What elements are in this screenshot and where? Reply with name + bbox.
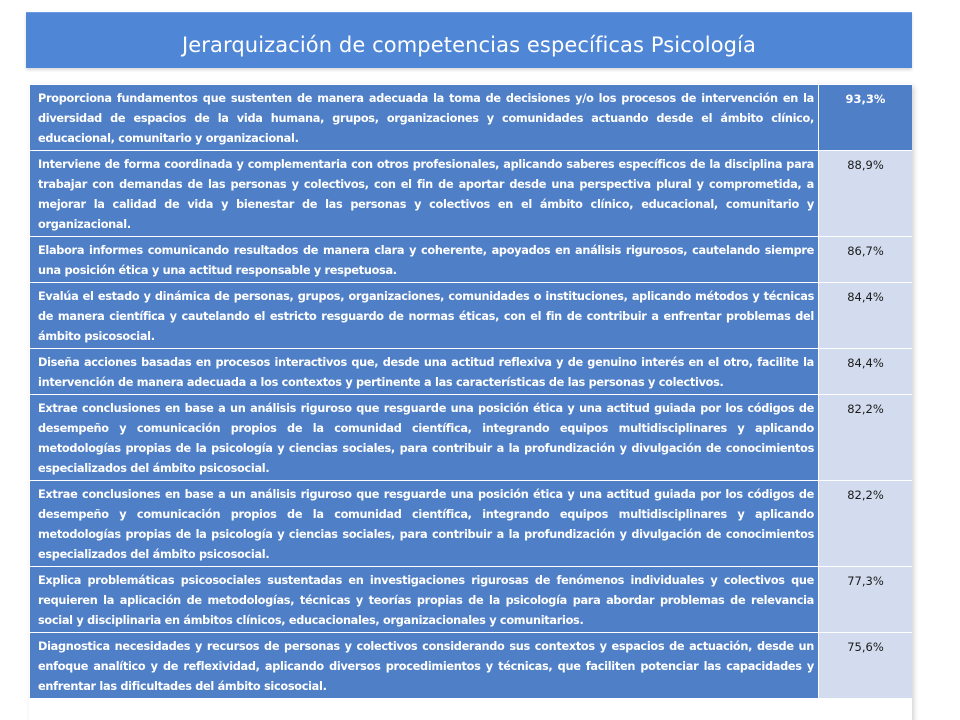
competencia-porcentaje: 88,9%: [819, 151, 913, 237]
table-row: [30, 349, 913, 395]
competencia-descripcion: Explica problemáticas psicosociales sustentadas en investigaciones rigurosas de fenómenos individuales y colectivos que requieren la aplicación de metodologías, técnicas y teorías propias de la psicología para abordar problemas de relevancia social y disciplinaria en ámbitos clínicos, educacionales, organizacionales y comunitarios.: [30, 567, 819, 633]
table-row: [30, 237, 913, 283]
competencias-table-wrap: [29, 84, 912, 720]
table-row: [30, 85, 913, 151]
competencia-descripcion: Extrae conclusiones en base a un análisis riguroso que resguarde una posición ética y una actitud guiada por los códigos de desempeño y comunicación propios de la comunidad científica, integrando equipos multidisciplinares y aplicando metodologías propias de la psicología y ciencias sociales, para contribuir a la profundización y divulgación de conocimientos especializados del ámbito psicosocial.: [30, 481, 819, 567]
title-bar: [26, 12, 912, 68]
competencia-descripcion: Extrae conclusiones en base a un análisis riguroso que resguarde una posición ética y una actitud guiada por los códigos de desempeño y comunicación propios de la comunidad científica, integrando equipos multidisciplinares y aplicando metodologías propias de la psicología y ciencias sociales, para contribuir a la profundización y divulgación de conocimientos especializados del ámbito psicosocial.: [30, 395, 819, 481]
competencia-descripcion: Diagnostica necesidades y recursos de personas y colectivos considerando sus contextos y espacios de actuación, desde un enfoque analítico y de reflexividad, aplicando diversos procedimientos y técnicas, que faciliten potenciar las capacidades y enfrentar las dificultades del ámbito sicosocial.: [30, 633, 819, 699]
table-row: [30, 633, 913, 699]
competencia-porcentaje: 84,4%: [819, 349, 913, 395]
competencia-descripcion: Elabora informes comunicando resultados de manera clara y coherente, apoyados en análisis rigurosos, cautelando siempre una posición ética y una actitud responsable y respetuosa.: [30, 237, 819, 283]
competencia-porcentaje: 93,3%: [819, 85, 913, 151]
competencia-porcentaje: 86,7%: [819, 237, 913, 283]
competencia-descripcion: Interviene de forma coordinada y complementaria con otros profesionales, aplicando saberes específicos de la disciplina para trabajar con demandas de las personas y colectivos, con el fin de aportar desde una perspectiva plural y comprometida, a mejorar la calidad de vida y bienestar de las personas y colectivos en el ámbito clínico, educacional, comunitario y organizacional.: [30, 151, 819, 237]
competencia-descripcion: Proporciona fundamentos que sustenten de manera adecuada la toma de decisiones y/o los procesos de intervención en la diversidad de espacios de la vida humana, grupos, organizaciones y comunidades actuando desde el ámbito clínico, educacional, comunitario y organizacional.: [30, 85, 819, 151]
table-row: [30, 283, 913, 349]
competencia-descripcion: Diseña acciones basadas en procesos interactivos que, desde una actitud reflexiva y de genuino interés en el otro, facilite la intervención de manera adecuada a los contextos y pertinente a las características de las personas y colectivos.: [30, 349, 819, 395]
slide-title: Jerarquización de competencias específicas Psicología: [181, 32, 757, 57]
competencia-porcentaje: 84,4%: [819, 283, 913, 349]
table-row: [30, 151, 913, 237]
table-row: [30, 481, 913, 567]
competencia-porcentaje: 82,2%: [819, 395, 913, 481]
competencia-porcentaje: 75,6%: [819, 633, 913, 699]
table-row: [30, 567, 913, 633]
competencia-porcentaje: 82,2%: [819, 481, 913, 567]
competencia-descripcion: Evalúa el estado y dinámica de personas, grupos, organizaciones, comunidades o instituciones, aplicando métodos y técnicas de manera científica y cautelando el estricto resguardo de normas éticas, con el fin de contribuir a enfrentar problemas del ámbito psicosocial.: [30, 283, 819, 349]
table-row: [30, 395, 913, 481]
competencias-table: [29, 84, 912, 699]
competencia-porcentaje: 77,3%: [819, 567, 913, 633]
